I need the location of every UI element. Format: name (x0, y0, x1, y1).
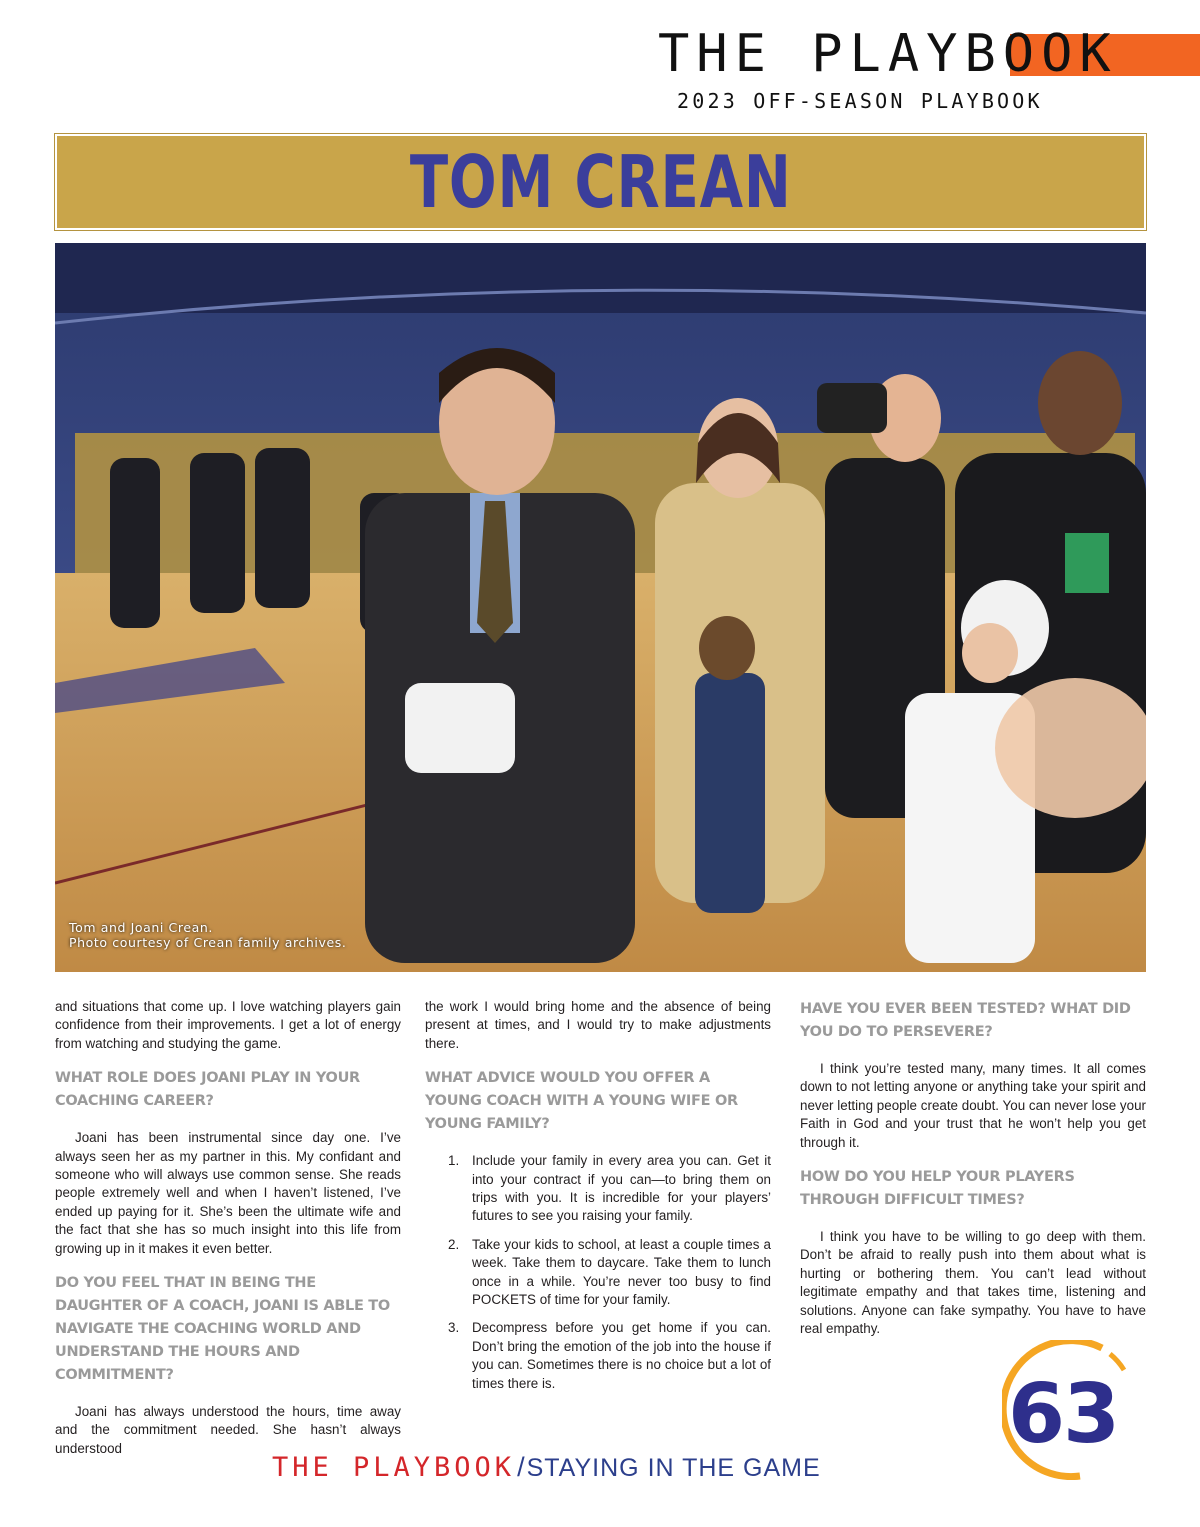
body-paragraph: Joani has been instrumental since day one. I’ve always seen her as my partner in this. My confidant and someone who will always use common sense. She reads people extremely well and when I haven’t listened, I’ve ended up paying for it. She’s been the ultimate wife and the fact that she has so much insight into this life from growing up in it makes it even better. (55, 1130, 401, 1256)
caption-line-1: Tom and Joani Crean. (69, 920, 214, 935)
footer-separator: / (517, 1452, 525, 1482)
advice-list (425, 1152, 771, 1393)
caption-line-2: Photo courtesy of Crean family archives. (69, 935, 347, 950)
list-number: 1. (448, 1153, 460, 1169)
list-item (425, 1152, 771, 1226)
footer-brand: THE PLAYBOOK (272, 1452, 516, 1483)
body-paragraph: I think you have to be willing to go deep with them. Don’t be afraid to really push into them about what is hurting or bothering them. You can’t lead without legitimate empathy and that takes time, listening and solutions. Anyone can fake sympathy. You have to have real empathy. (800, 1229, 1146, 1337)
masthead-subtitle: 2023 OFF-SEASON PLAYBOOK (677, 89, 1043, 113)
photo-caption (69, 920, 346, 950)
feature-photo (55, 243, 1146, 972)
body-paragraph: and situations that come up. I love watching players gain confidence from their improvements. I get a lot of energy from watching and studying the game. (55, 999, 401, 1051)
body-paragraph: Joani has always understood the hours, time away and the commitment needed. She hasn’t always understood (55, 1404, 401, 1456)
page-number: 63 (1008, 1367, 1119, 1462)
body-paragraph: I think you’re tested many, many times. It all comes down to not letting anyone or anything take your spirit and never letting people create doubt. You can never lose your Faith in God and your trust that he won’t help you get through it. (800, 1061, 1146, 1150)
interview-question: DO YOU FEEL THAT IN BEING THE DAUGHTER OF A COACH, JOANI IS ABLE TO NAVIGATE THE COACHING WORLD AND UNDERSTAND THE HOURS AND COMMITMENT? (55, 1275, 390, 1384)
article-column-2 (425, 998, 771, 1403)
list-number: 3. (448, 1320, 460, 1336)
name-banner (55, 134, 1146, 230)
interview-question: HAVE YOU EVER BEEN TESTED? WHAT DID YOU DO TO PERSEVERE? (800, 1001, 1131, 1040)
list-item (425, 1236, 771, 1310)
list-item (425, 1319, 771, 1393)
interview-question: WHAT ROLE DOES JOANI PLAY IN YOUR COACHING CAREER? (55, 1070, 360, 1110)
interview-question: HOW DO YOU HELP YOUR PLAYERS THROUGH DIFFICULT TIMES? (800, 1169, 1075, 1209)
page-title: TOM CREAN (409, 140, 792, 224)
article-column-3 (800, 998, 1146, 1350)
interview-question: WHAT ADVICE WOULD YOU OFFER A YOUNG COACH WITH A YOUNG WIFE OR YOUNG FAMILY? (425, 1070, 738, 1133)
footer (272, 1452, 821, 1483)
footer-tagline: STAYING IN THE GAME (526, 1454, 821, 1482)
list-item-text: Take your kids to school, at least a couple times a week. Take them to daycare. Take them to lunch once in a while. You’re never too busy to find POCKETS of time for your family. (472, 1236, 771, 1308)
masthead-title: THE PLAYBOOK (658, 24, 1118, 84)
list-number: 2. (448, 1236, 460, 1252)
body-paragraph: the work I would bring home and the absence of being present at times, and I would try to make adjustments there. (425, 999, 771, 1051)
list-item-text: Decompress before you get home if you can. Don’t bring the emotion of the job into the house if you can. Sometimes there is no choice but a lot of times there is. (472, 1320, 771, 1391)
list-item-text: Include your family in every area you can. Get it into your contract if you can—to bring them on trips with you. It is incredible for your players’ futures to see you raising your family. (472, 1153, 771, 1224)
arena-scene-illustration (55, 243, 1146, 972)
article-column-1 (55, 998, 401, 1470)
